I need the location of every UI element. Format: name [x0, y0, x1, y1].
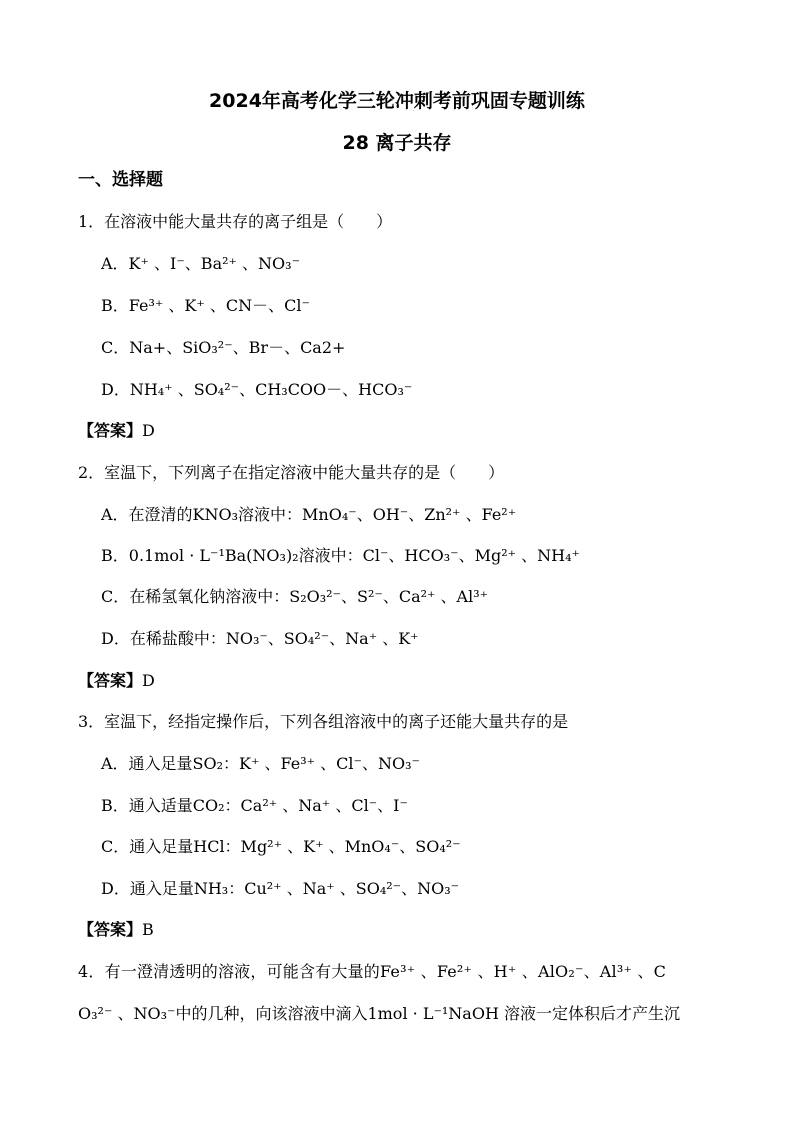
document-title: 2024年高考化学三轮冲刺考前巩固专题训练: [209, 90, 585, 112]
answer-value: B: [142, 920, 154, 939]
question-2-option-b: B．0.1mol · L⁻¹Ba(NO₃)₂溶液中：Cl⁻、HCO₃⁻、Mg²⁺ 、NH₄⁺: [101, 546, 580, 565]
question-3-option-b: B．通入适量CO₂：Ca²⁺ 、Na⁺ 、Cl⁻、I⁻: [101, 796, 408, 815]
question-1-stem: 1．在溶液中能大量共存的离子组是（ ）: [78, 212, 393, 231]
question-2-option-a: A．在澄清的KNO₃溶液中：MnO₄⁻、OH⁻、Zn²⁺ 、Fe²⁺: [101, 505, 517, 524]
question-1-option-c: C．Na+、SiO₃²⁻、Br－、Ca2+: [101, 338, 346, 357]
question-2-option-d: D．在稀盐酸中：NO₃⁻、SO₄²⁻、Na⁺ 、K⁺: [101, 629, 419, 648]
question-4-stem-line-2: O₃²⁻ 、NO₃⁻中的几种，向该溶液中滴入1mol · L⁻¹NaOH 溶液一定体积后才产生沉: [78, 1004, 680, 1023]
question-2-option-c: C．在稀氢氧化钠溶液中：S₂O₃²⁻、S²⁻、Ca²⁺ 、Al³⁺: [101, 587, 489, 606]
question-3-stem: 3．室温下，经指定操作后，下列各组溶液中的离子还能大量共存的是: [78, 712, 569, 731]
question-2-stem: 2．室温下，下列离子在指定溶液中能大量共存的是（ ）: [78, 463, 505, 482]
question-2-answer: [78, 671, 155, 691]
document-subtitle: 28 离子共存: [342, 132, 452, 154]
answer-value: D: [142, 421, 155, 440]
question-3-answer: [78, 920, 154, 940]
section-heading: 一、选择题: [78, 170, 163, 190]
answer-label: 【答案】: [78, 421, 143, 440]
answer-label: 【答案】: [78, 671, 143, 690]
question-1-option-b: B．Fe³⁺ 、K⁺ 、CN－、Cl⁻: [101, 296, 310, 315]
question-3-option-c: C．通入足量HCl：Mg²⁺ 、K⁺ 、MnO₄⁻、SO₄²⁻: [101, 837, 461, 856]
answer-value: D: [142, 671, 155, 690]
question-4-stem-line-1: 4．有一澄清透明的溶液，可能含有大量的Fe³⁺ 、Fe²⁺ 、H⁺ 、AlO₂⁻、Al³⁺ 、C: [78, 962, 667, 981]
question-1-answer: [78, 421, 155, 441]
question-1-option-d: D．NH₄⁺ 、SO₄²⁻、CH₃COO－、HCO₃⁻: [101, 380, 413, 399]
question-3-option-a: A．通入足量SO₂：K⁺ 、Fe³⁺ 、Cl⁻、NO₃⁻: [101, 754, 420, 773]
question-3-option-d: D．通入足量NH₃：Cu²⁺ 、Na⁺ 、SO₄²⁻、NO₃⁻: [101, 879, 460, 898]
question-1-option-a: A．K⁺ 、I⁻、Ba²⁺ 、NO₃⁻: [101, 254, 301, 273]
answer-label: 【答案】: [78, 920, 143, 939]
